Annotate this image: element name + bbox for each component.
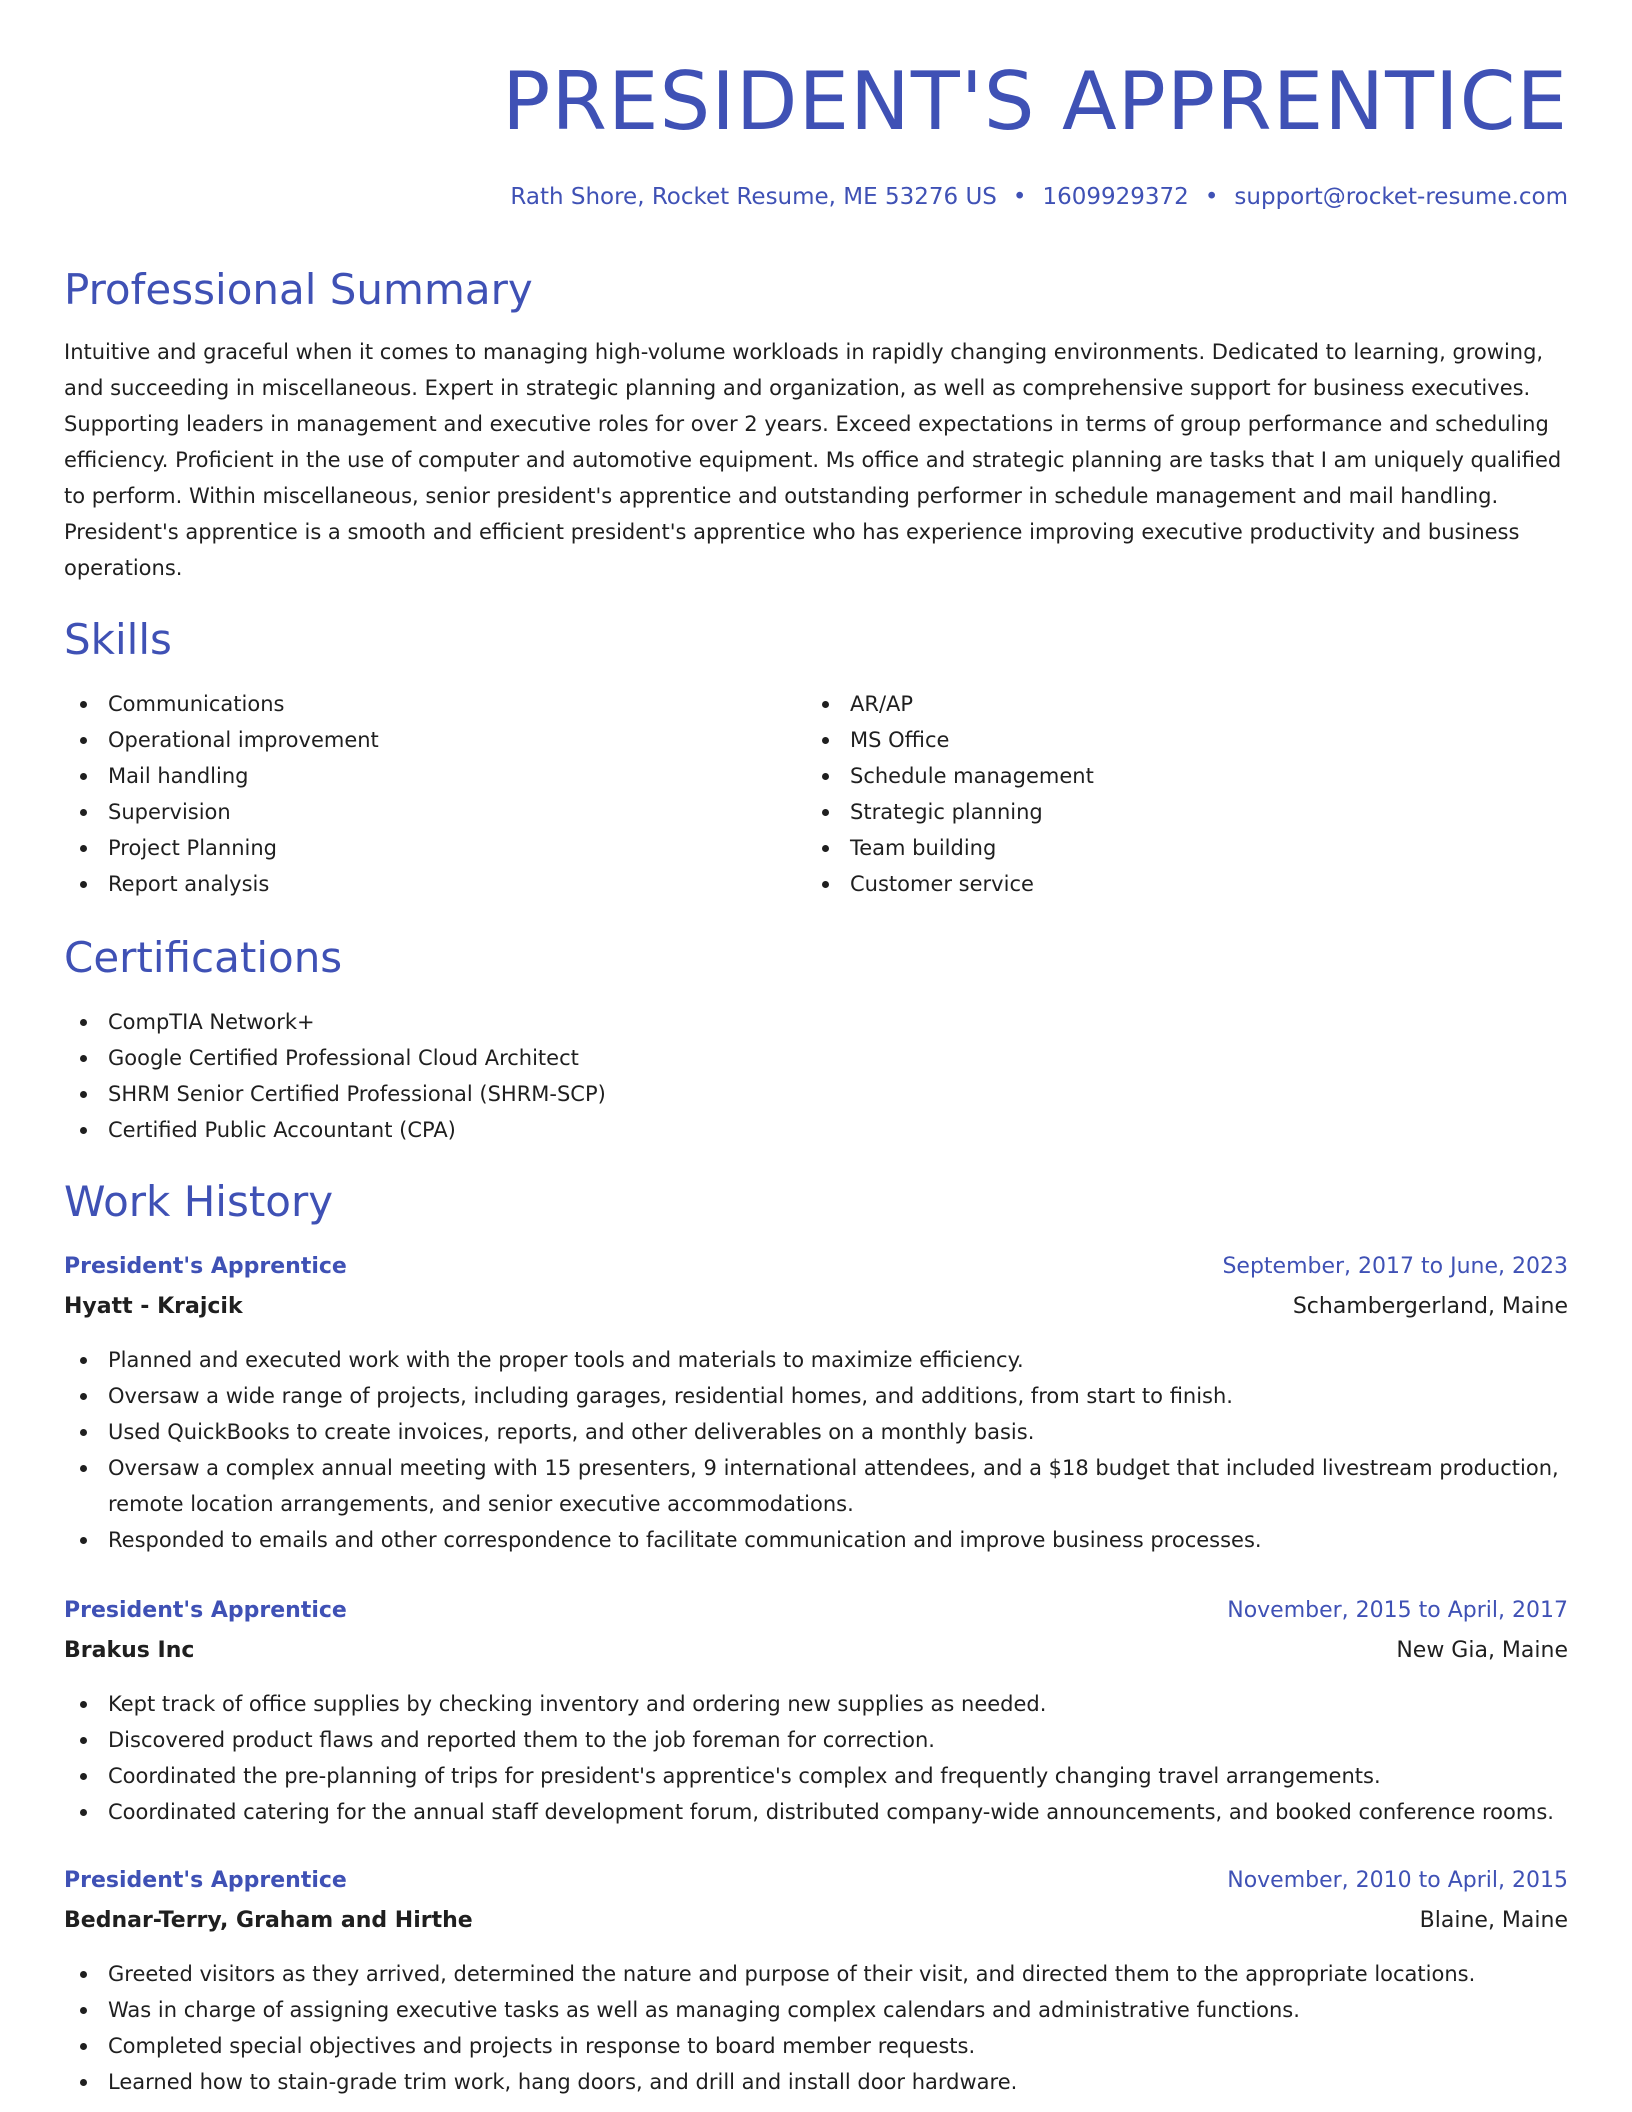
certification-item: Google Certified Professional Cloud Architect — [64, 1040, 1568, 1076]
skill-item: Strategic planning — [806, 794, 1506, 830]
job-title: President's Apprentice — [64, 1598, 347, 1623]
certification-item: SHRM Senior Certified Professional (SHRM-SCP) — [64, 1076, 1568, 1112]
job-bullet: Coordinated catering for the annual staff development forum, distributed company-wide announcements, and booked conference rooms. — [64, 1794, 1568, 1830]
job-bullet: Was in charge of assigning executive tasks as well as managing complex calendars and administrative functions. — [64, 1992, 1568, 2028]
job-bullet: Completed special objectives and projects in response to board member requests. — [64, 2028, 1568, 2064]
skills-heading: Skills — [64, 615, 172, 664]
job-bullet: Planned and executed work with the proper tools and materials to maximize efficiency. — [64, 1342, 1568, 1378]
job-company: Hyatt - Krajcik — [64, 1294, 243, 1319]
job-bullet: Responded to emails and other correspondence to facilitate communication and improve business processes. — [64, 1522, 1568, 1558]
job-bullet: Oversaw a wide range of projects, including garages, residential homes, and additions, from start to finish. — [64, 1378, 1568, 1414]
job-company: Bednar-Terry, Graham and Hirthe — [64, 1908, 473, 1933]
job-bullets — [64, 1956, 1568, 2100]
job-bullet: Greeted visitors as they arrived, determined the nature and purpose of their visit, and directed them to the appropriate locations. — [64, 1956, 1568, 1992]
skill-item: Team building — [806, 830, 1506, 866]
job-bullet: Oversaw a complex annual meeting with 15 presenters, 9 international attendees, and a $18 budget that included livestream production, remote location arrangements, and senior executive accommodations. — [64, 1450, 1568, 1522]
skill-item: AR/AP — [806, 686, 1506, 722]
certifications-list — [64, 1004, 1568, 1148]
job-location: New Gia, Maine — [1396, 1638, 1568, 1663]
job-bullet: Learned how to stain-grade trim work, hang doors, and drill and install door hardware. — [64, 2064, 1568, 2100]
contact-separator: • — [1204, 184, 1219, 210]
job-location: Schambergerland, Maine — [1292, 1294, 1568, 1319]
summary-heading: Professional Summary — [64, 265, 533, 314]
certification-item: CompTIA Network+ — [64, 1004, 1568, 1040]
skill-item: Supervision — [64, 794, 764, 830]
candidate-name: PRESIDENT'S APPRENTICE — [502, 55, 1568, 148]
job-bullets — [64, 1342, 1568, 1558]
contact-email: support@rocket-resume.com — [1234, 184, 1568, 210]
skills-list-right — [806, 686, 1506, 902]
job-bullet: Coordinated the pre-planning of trips for president's apprentice's complex and frequently changing travel arrangements. — [64, 1758, 1568, 1794]
skill-item: Operational improvement — [64, 722, 764, 758]
job-bullet: Used QuickBooks to create invoices, reports, and other deliverables on a monthly basis. — [64, 1414, 1568, 1450]
contact-separator: • — [1012, 184, 1027, 210]
certifications-heading: Certifications — [64, 933, 343, 982]
skill-item: Schedule management — [806, 758, 1506, 794]
skill-item: Project Planning — [64, 830, 764, 866]
contact-address: Rath Shore, Rocket Resume, ME 53276 US — [510, 184, 997, 210]
job-bullets — [64, 1686, 1568, 1830]
skill-item: MS Office — [806, 722, 1506, 758]
job-title: President's Apprentice — [64, 1254, 347, 1279]
work-history-heading: Work History — [64, 1177, 334, 1226]
job-dates: September, 2017 to June, 2023 — [1222, 1254, 1568, 1279]
contact-line — [510, 180, 1568, 214]
job-bullet: Kept track of office supplies by checking inventory and ordering new supplies as needed. — [64, 1686, 1568, 1722]
certification-item: Certified Public Accountant (CPA) — [64, 1112, 1568, 1148]
job-dates: November, 2010 to April, 2015 — [1227, 1868, 1568, 1893]
job-title: President's Apprentice — [64, 1868, 347, 1893]
summary-text: Intuitive and graceful when it comes to managing high-volume workloads in rapidly changing environments. Dedicated to learning, growing, and succeeding in miscellaneous. Expert in strategic planning and organization, as well as comprehensive support for business executives. Supporting leaders in management and executive roles for over 2 years. Exceed expectations in terms of group performance and scheduling efficiency. Proficient in the use of computer and automotive equipment. Ms office and strategic planning are tasks that I am uniquely qualified to perform. Within miscellaneous, senior president's apprentice and outstanding performer in schedule management and mail handling. President's apprentice is a smooth and efficient president's apprentice who has experience improving executive productivity and business operations. — [64, 340, 1562, 580]
skill-item: Customer service — [806, 866, 1506, 902]
contact-phone: 1609929372 — [1042, 184, 1189, 210]
job-company: Brakus Inc — [64, 1638, 195, 1663]
job-bullet: Discovered product flaws and reported them to the job foreman for correction. — [64, 1722, 1568, 1758]
skill-item: Mail handling — [64, 758, 764, 794]
job-dates: November, 2015 to April, 2017 — [1227, 1598, 1568, 1623]
skill-item: Report analysis — [64, 866, 764, 902]
skill-item: Communications — [64, 686, 764, 722]
job-location: Blaine, Maine — [1419, 1908, 1568, 1933]
skills-list-left — [64, 686, 764, 902]
